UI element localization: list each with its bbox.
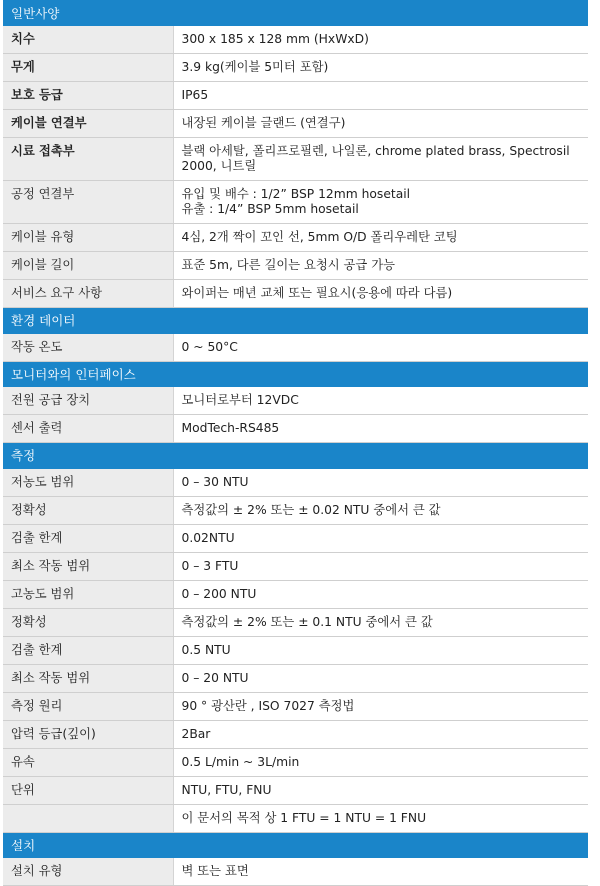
spec-label: 정확성 bbox=[3, 608, 173, 636]
spec-label: 저농도 범위 bbox=[3, 469, 173, 497]
spec-row bbox=[3, 138, 588, 181]
spec-row bbox=[3, 720, 588, 748]
section-header-install bbox=[3, 832, 588, 858]
spec-value: 4심, 2개 짝이 꼬인 선, 5mm O/D 폴리우레탄 코팅 bbox=[173, 224, 588, 252]
spec-label: 측정 원리 bbox=[3, 692, 173, 720]
spec-label: 검출 한계 bbox=[3, 636, 173, 664]
spec-label: 설치 유형 bbox=[3, 858, 173, 886]
spec-row bbox=[3, 415, 588, 443]
spec-value: 0 – 20 NTU bbox=[173, 664, 588, 692]
spec-table bbox=[3, 0, 588, 886]
spec-label: 무게 bbox=[3, 54, 173, 82]
spec-row bbox=[3, 552, 588, 580]
spec-row bbox=[3, 224, 588, 252]
spec-row bbox=[3, 776, 588, 804]
spec-row bbox=[3, 110, 588, 138]
spec-row bbox=[3, 804, 588, 832]
spec-row bbox=[3, 181, 588, 224]
spec-value: 측정값의 ± 2% 또는 ± 0.1 NTU 중에서 큰 값 bbox=[173, 608, 588, 636]
spec-value: 0 – 200 NTU bbox=[173, 580, 588, 608]
spec-label: 작동 온도 bbox=[3, 334, 173, 362]
spec-value: 2Bar bbox=[173, 720, 588, 748]
section-header-general bbox=[3, 0, 588, 26]
spec-value: 모니터로부터 12VDC bbox=[173, 387, 588, 415]
spec-label: 최소 작동 범위 bbox=[3, 664, 173, 692]
section-title: 환경 데이터 bbox=[3, 308, 588, 334]
spec-value: 측정값의 ± 2% 또는 ± 0.02 NTU 중에서 큰 값 bbox=[173, 496, 588, 524]
spec-row bbox=[3, 469, 588, 497]
spec-label: 검출 한계 bbox=[3, 524, 173, 552]
spec-label: 정확성 bbox=[3, 496, 173, 524]
spec-row bbox=[3, 496, 588, 524]
section-header-environment bbox=[3, 308, 588, 334]
spec-row bbox=[3, 26, 588, 54]
spec-value: 3.9 kg(케이블 5미터 포함) bbox=[173, 54, 588, 82]
spec-row bbox=[3, 82, 588, 110]
spec-row bbox=[3, 54, 588, 82]
section-title: 모니터와의 인터페이스 bbox=[3, 361, 588, 387]
spec-label: 시료 접촉부 bbox=[3, 138, 173, 181]
spec-label bbox=[3, 804, 173, 832]
spec-label: 최소 작동 범위 bbox=[3, 552, 173, 580]
spec-value: ModTech-RS485 bbox=[173, 415, 588, 443]
spec-label: 케이블 연결부 bbox=[3, 110, 173, 138]
spec-value-line: 유출 : 1/4” BSP 5mm hosetail bbox=[181, 202, 359, 216]
spec-row bbox=[3, 748, 588, 776]
section-header-interface bbox=[3, 361, 588, 387]
section-title: 일반사양 bbox=[3, 0, 588, 26]
spec-value: 와이퍼는 매년 교체 또는 필요시(응용에 따라 다름) bbox=[173, 280, 588, 308]
spec-row bbox=[3, 664, 588, 692]
spec-value: 300 x 185 x 128 mm (HxWxD) bbox=[173, 26, 588, 54]
spec-label: 고농도 범위 bbox=[3, 580, 173, 608]
spec-value: 0 – 30 NTU bbox=[173, 469, 588, 497]
section-title: 측정 bbox=[3, 443, 588, 469]
spec-label: 케이블 길이 bbox=[3, 252, 173, 280]
spec-row bbox=[3, 524, 588, 552]
spec-row bbox=[3, 334, 588, 362]
spec-value: 0.5 L/min ~ 3L/min bbox=[173, 748, 588, 776]
spec-row bbox=[3, 280, 588, 308]
spec-value: 표준 5m, 다른 길이는 요청시 공급 가능 bbox=[173, 252, 588, 280]
spec-label: 센서 출력 bbox=[3, 415, 173, 443]
spec-label: 전원 공급 장치 bbox=[3, 387, 173, 415]
spec-table-container bbox=[3, 0, 588, 886]
spec-value: 0 – 3 FTU bbox=[173, 552, 588, 580]
spec-value: 90 ° 광산란 , ISO 7027 측정법 bbox=[173, 692, 588, 720]
spec-label: 단위 bbox=[3, 776, 173, 804]
spec-value: 0.02NTU bbox=[173, 524, 588, 552]
spec-value bbox=[173, 181, 588, 224]
spec-value: 벽 또는 표면 bbox=[173, 858, 588, 886]
section-title: 설치 bbox=[3, 832, 588, 858]
spec-value: 이 문서의 목적 상 1 FTU = 1 NTU = 1 FNU bbox=[173, 804, 588, 832]
spec-value: 0 ~ 50°C bbox=[173, 334, 588, 362]
spec-row bbox=[3, 636, 588, 664]
spec-row bbox=[3, 608, 588, 636]
spec-row bbox=[3, 252, 588, 280]
spec-value: 내장된 케이블 글랜드 (연결구) bbox=[173, 110, 588, 138]
spec-value: NTU, FTU, FNU bbox=[173, 776, 588, 804]
spec-label: 압력 등급(깊이) bbox=[3, 720, 173, 748]
spec-label: 케이블 유형 bbox=[3, 224, 173, 252]
spec-value-line: 유입 및 배수 : 1/2” BSP 12mm hosetail bbox=[181, 187, 411, 201]
spec-row bbox=[3, 580, 588, 608]
spec-label: 공정 연결부 bbox=[3, 181, 173, 224]
spec-row bbox=[3, 692, 588, 720]
spec-label: 치수 bbox=[3, 26, 173, 54]
spec-value: 블랙 아세탈, 폴리프로필렌, 나일론, chrome plated brass, Spectrosil 2000, 니트릴 bbox=[173, 138, 588, 181]
spec-label: 유속 bbox=[3, 748, 173, 776]
spec-row bbox=[3, 387, 588, 415]
section-header-measurement bbox=[3, 443, 588, 469]
spec-label: 서비스 요구 사항 bbox=[3, 280, 173, 308]
spec-row bbox=[3, 858, 588, 886]
spec-label: 보호 등급 bbox=[3, 82, 173, 110]
spec-value: 0.5 NTU bbox=[173, 636, 588, 664]
spec-value: IP65 bbox=[173, 82, 588, 110]
